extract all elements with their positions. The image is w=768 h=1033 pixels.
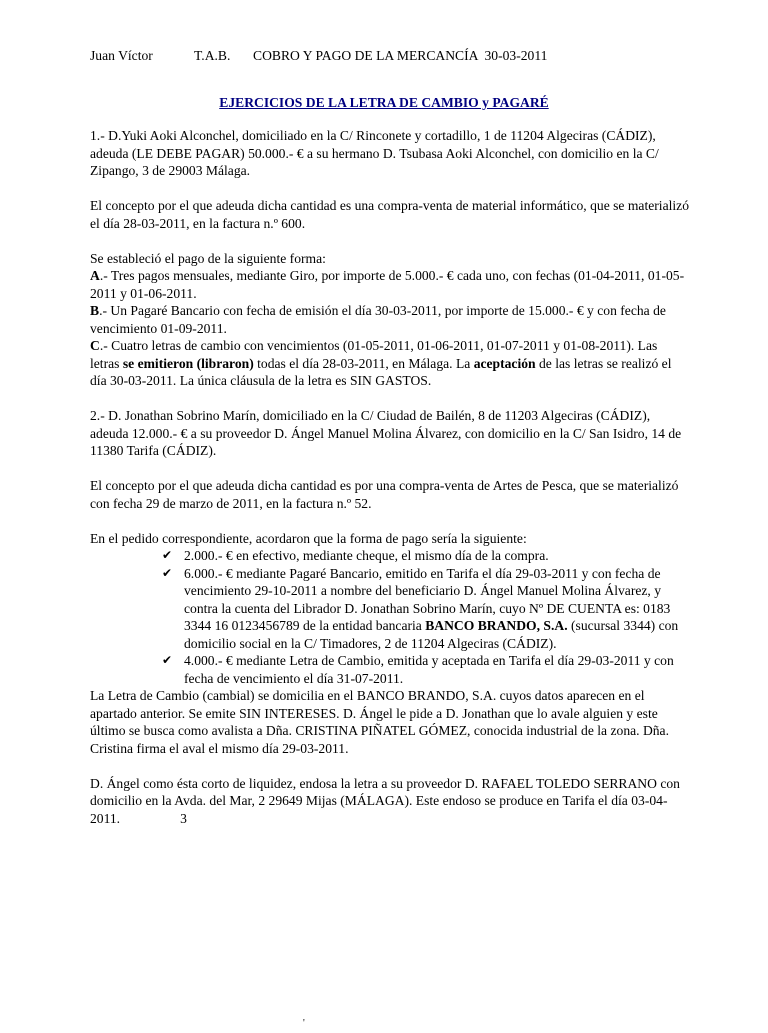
payment-checklist — [90, 547, 690, 687]
exercise-1-option-c — [90, 337, 690, 390]
exercise-1-option-b — [90, 302, 690, 337]
check-icon: ✔ — [162, 548, 173, 562]
payment-item-2-text-2: (sucursal 3344) con domicilio social en la C/ Timadores, 2 de 11204 Algeciras (CÁDIZ). — [184, 618, 679, 651]
option-a-text: .- Tres pagos mensuales, mediante Giro, por importe de 5.000.- € cada uno, con fechas (01-04-2011, 01-05-2011 y 01-06-2011. — [90, 268, 685, 301]
exercise-2-order-intro: En el pedido correspondiente, acordaron que la forma de pago sería la siguiente: — [90, 530, 527, 546]
option-c-bold-2: aceptación — [473, 355, 536, 371]
payment-item-3-text: 4.000.- € mediante Letra de Cambio, emitida y aceptada en Tarifa el día 29-03-2011 y con fecha de vencimiento el día 31-07-2011. — [184, 653, 674, 686]
exercise-2-endorsement — [90, 775, 690, 828]
header-author: Juan Víctor — [90, 48, 153, 63]
option-a-label: A — [90, 268, 100, 283]
header-course: T.A.B. — [194, 48, 231, 63]
check-icon: ✔ — [162, 565, 173, 580]
option-c-text-3: de las letras se realizó el día 30-03-2011. La única cláusula de la letra es SIN GASTOS. — [90, 355, 672, 388]
option-b-label: B — [90, 303, 100, 318]
endorsement-text: D. Ángel como ésta corto de liquidez, endosa la letra a su proveedor D. RAFAEL TOLEDO SERRANO con domicilio en la Avda. del Mar, 2 29649 Mijas (MÁLAGA). Este endoso se produce en Tarifa el día 03-04-2011. — [90, 775, 680, 826]
footer-mark: ' — [303, 1018, 305, 1029]
option-c-text-2: todas el día 28-03-2011, en Málaga. La — [253, 355, 474, 371]
payment-item-2-bank: BANCO BRANDO, S.A. — [425, 618, 568, 633]
exercise-1-intro: 1.- D.Yuki Aoki Alconchel, domiciliado en la C/ Rinconete y cortadillo, 1 de 11204 Algeciras (CÁDIZ), adeuda (LE DEBE PAGAR) 50.000.- € a su hermano D. Tsubasa Aoki Alconchel, con domicilio en la C/ Zipango, 3 de 29003 Málaga. — [90, 128, 659, 178]
document-body — [90, 127, 690, 845]
option-c-text-1: .- Cuatro letras de cambio con vencimientos (01-05-2011, 01-06-2011, 01-07-2011 y 01-08-2011). Las letras — [90, 338, 658, 371]
exercise-1-concept: El concepto por el que adeuda dicha cantidad es una compra-venta de material informático, que se materializó el día 28-03-2011, en la factura n.º 600. — [90, 198, 689, 231]
option-c-label: C — [90, 338, 100, 353]
exercise-1-payment-intro: Se estableció el pago de la siguiente forma: — [90, 250, 326, 266]
exercise-2-domicile: La Letra de Cambio (cambial) se domicilia en el BANCO BRANDO, S.A. cuyos datos aparecen en el apartado anterior. Se emite SIN INTERESES. D. Ángel le pide a D. Jonathan que lo avale alguien y este último se busca como avalista a Dña. CRISTINA PIÑATEL GÓMEZ, conocida industrial de la zona. Dña. Cristina firma el aval el mismo día 29-03-2011. — [90, 688, 669, 756]
payment-item-2 — [162, 565, 690, 653]
payment-item-2-text-1: 6.000.- € mediante Pagaré Bancario, emitido en Tarifa el día 29-03-2011 y con fecha de vencimiento 29-10-2011 a nombre del beneficiario D. Ángel Manuel Molina Álvarez, y contra la cuenta del Librador D. Jonathan Sobrino Marín, cuyo Nº DE CUENTA es: 0183 3344 16 0123456789 de la entidad bancaria — [184, 565, 671, 633]
check-icon: ✔ — [162, 653, 173, 667]
payment-item-1-text: 2.000.- € en efectivo, mediante cheque, el mismo día de la compra. — [184, 548, 549, 563]
document-header — [90, 47, 547, 65]
exercise-2-concept: El concepto por el que adeuda dicha cantidad es por una compra-venta de Artes de Pesca, que se materializó con fecha 29 de marzo de 2011, en la factura n.º 52. — [90, 478, 679, 511]
page-number: 3 — [180, 810, 187, 826]
exercise-1-option-a — [90, 267, 690, 302]
option-c-bold-1: se emitieron (libraron) — [122, 355, 254, 371]
header-subject: COBRO Y PAGO DE LA MERCANCÍA 30-03-2011 — [253, 48, 548, 63]
document-title: EJERCICIOS DE LA LETRA DE CAMBIO y PAGARÉ — [219, 95, 549, 110]
option-b-text: .- Un Pagaré Bancario con fecha de emisión el día 30-03-2011, por importe de 15.000.- € y con fecha de vencimiento 01-09-2011. — [90, 303, 666, 336]
payment-item-1 — [162, 547, 690, 565]
payment-item-3 — [162, 652, 690, 687]
exercise-2-intro: 2.- D. Jonathan Sobrino Marín, domiciliado en la C/ Ciudad de Bailén, 8 de 11203 Algeciras (CÁDIZ), adeuda 12.000.- € a su proveedor D. Ángel Manuel Molina Álvarez, con domicilio en la C/ San Isidro, 14 de 11380 Tarifa (CÁDIZ). — [90, 408, 682, 458]
